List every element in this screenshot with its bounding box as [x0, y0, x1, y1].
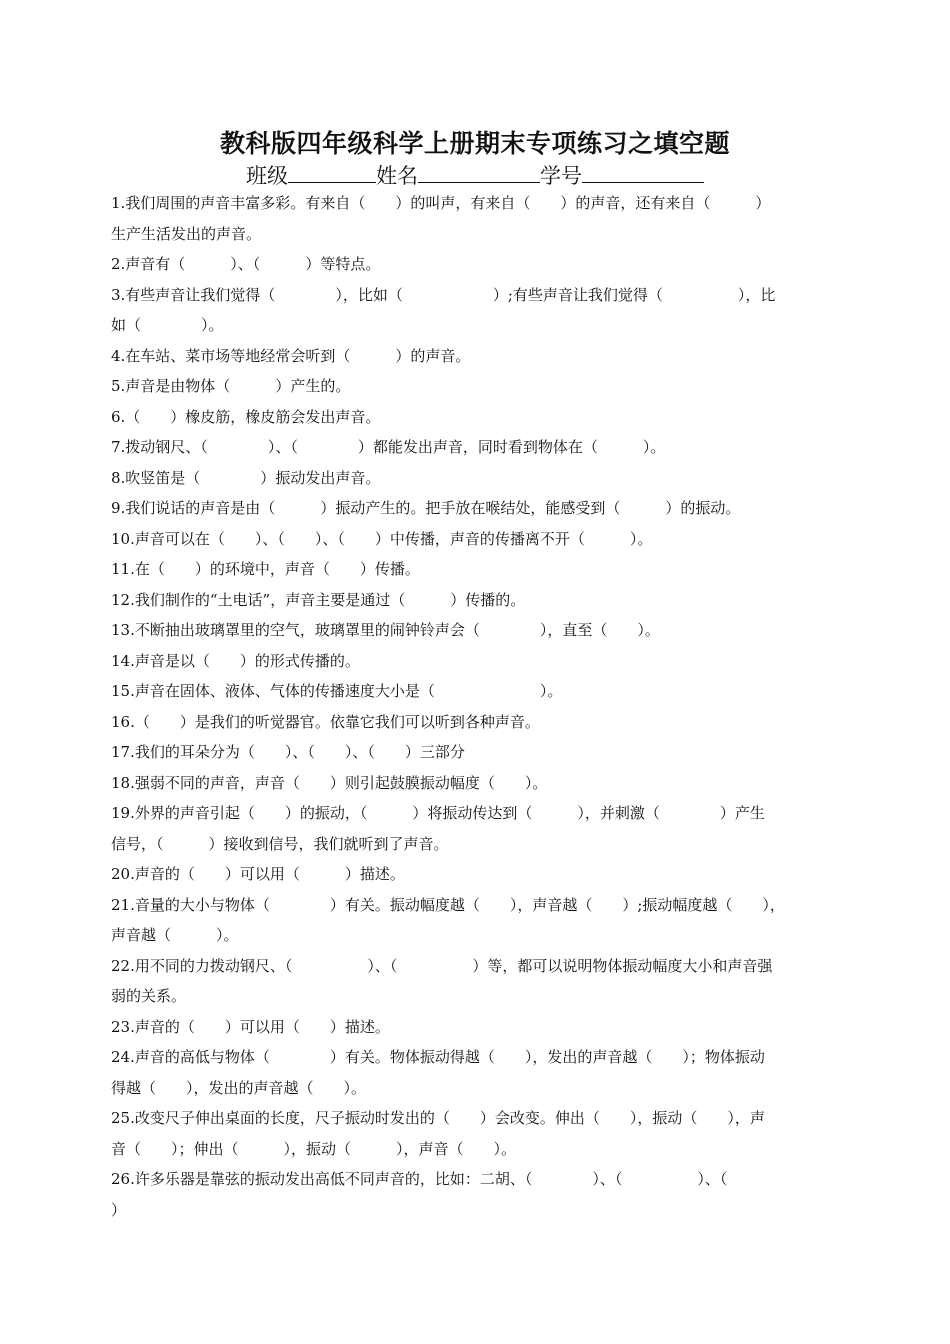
question-line: 2.声音有（ ）、（ ）等特点。: [111, 255, 381, 273]
question-line: 16.（ ）是我们的听觉器官。依靠它我们可以听到各种声音。: [111, 712, 540, 731]
question-line: 信号，（ ）接收到信号，我们就听到了声音。: [111, 834, 449, 853]
question-line: 24.声音的高低与物体（ ）有关。物体振动得越（ ），发出的声音越（ ）；物体振动: [111, 1048, 765, 1066]
question-line: 7.拨动钢尺、（ ）、（ ）都能发出声音，同时看到物体在（ ）。: [111, 438, 666, 456]
question-line: 18.强弱不同的声音，声音（ ）则引起鼓膜振动幅度（ ）。: [111, 773, 548, 792]
student-info-row: [0, 160, 950, 190]
question-line: 生产生活发出的声音。: [111, 224, 262, 243]
question-line: 弱的关系。: [111, 987, 187, 1005]
question-line: 14.声音是以（ ）的形式传播的。: [111, 651, 360, 670]
question-line: 得越（ ），发出的声音越（ ）。: [111, 1078, 367, 1097]
question-line: 23.声音的（ ）可以用（ ）描述。: [111, 1017, 390, 1036]
question-line: 19.外界的声音引起（ ）的振动，（ ）将振动传达到（ ），并刺激（ ）产生: [111, 804, 765, 822]
page-title: 教科版四年级科学上册期末专项练习之填空题: [219, 129, 730, 158]
question-line: 12.我们制作的“土电话”，声音主要是通过（ ）传播的。: [111, 590, 526, 609]
question-line: 5.声音是由物体（ ）产生的。: [111, 377, 351, 395]
question-line: 26.许多乐器是靠弦的振动发出高低不同声音的，比如：二胡、（ ）、（ ）、（: [111, 1170, 728, 1188]
id-blank[interactable]: [582, 162, 704, 183]
question-line: 15.声音在固体、液体、气体的传播速度大小是（ ）。: [111, 682, 563, 700]
question-line: 25.改变尺子伸出桌面的长度，尺子振动时发出的（ ）会改变。伸出（ ），振动（ ），声: [111, 1109, 765, 1127]
question-line: 如（ ）。: [111, 316, 224, 334]
question-line: 22.用不同的力拨动钢尺、（ ）、（ ）等，都可以说明物体振动幅度大小和声音强: [111, 956, 773, 975]
question-line: 13.不断抽出玻璃罩里的空气，玻璃罩里的闹钟铃声会（ ），直至（ ）。: [111, 621, 660, 639]
question-line: 1.我们周围的声音丰富多彩。有来自（ ）的叫声，有来自（ ）的声音，还有来自（ ）: [111, 194, 771, 212]
class-blank[interactable]: [288, 162, 376, 183]
id-label: 学号: [540, 164, 582, 188]
question-line: 10.声音可以在（ ）、（ ）、（ ）中传播，声音的传播离不开（ ）。: [111, 529, 653, 548]
question-line: 3.有些声音让我们觉得（ ），比如（ ）;有些声音让我们觉得（ ），比: [111, 285, 776, 304]
question-line: 11.在（ ）的环境中，声音（ ）传播。: [111, 560, 420, 578]
question-line: 21.音量的大小与物体（ ）有关。振动幅度越（ ），声音越（ ）;振动幅度越（ ），: [111, 895, 785, 914]
class-label: 班级: [246, 164, 288, 188]
name-blank[interactable]: [418, 162, 540, 183]
question-line: 8.吹竖笛是（ ）振动发出声音。: [111, 468, 381, 487]
question-line: ）: [111, 1200, 127, 1219]
question-line: 4.在车站、菜市场等地经常会听到（ ）的声音。: [111, 346, 471, 365]
question-line: 9.我们说话的声音是由（ ）振动产生的。把手放在喉结处，能感受到（ ）的振动。: [111, 499, 741, 517]
question-list: [111, 188, 841, 1225]
question-line: 6.（ ）橡皮筋，橡皮筋会发出声音。: [111, 407, 381, 426]
question-line: 声音越（ ）。: [111, 926, 239, 944]
question-line: 17.我们的耳朵分为（ ）、（ ）、（ ）三部分: [111, 743, 465, 761]
question-line: 20.声音的（ ）可以用（ ）描述。: [111, 865, 405, 883]
name-label: 姓名: [376, 164, 418, 188]
question-line: 音（ ）；伸出（ ），振动（ ），声音（ ）。: [111, 1139, 517, 1158]
